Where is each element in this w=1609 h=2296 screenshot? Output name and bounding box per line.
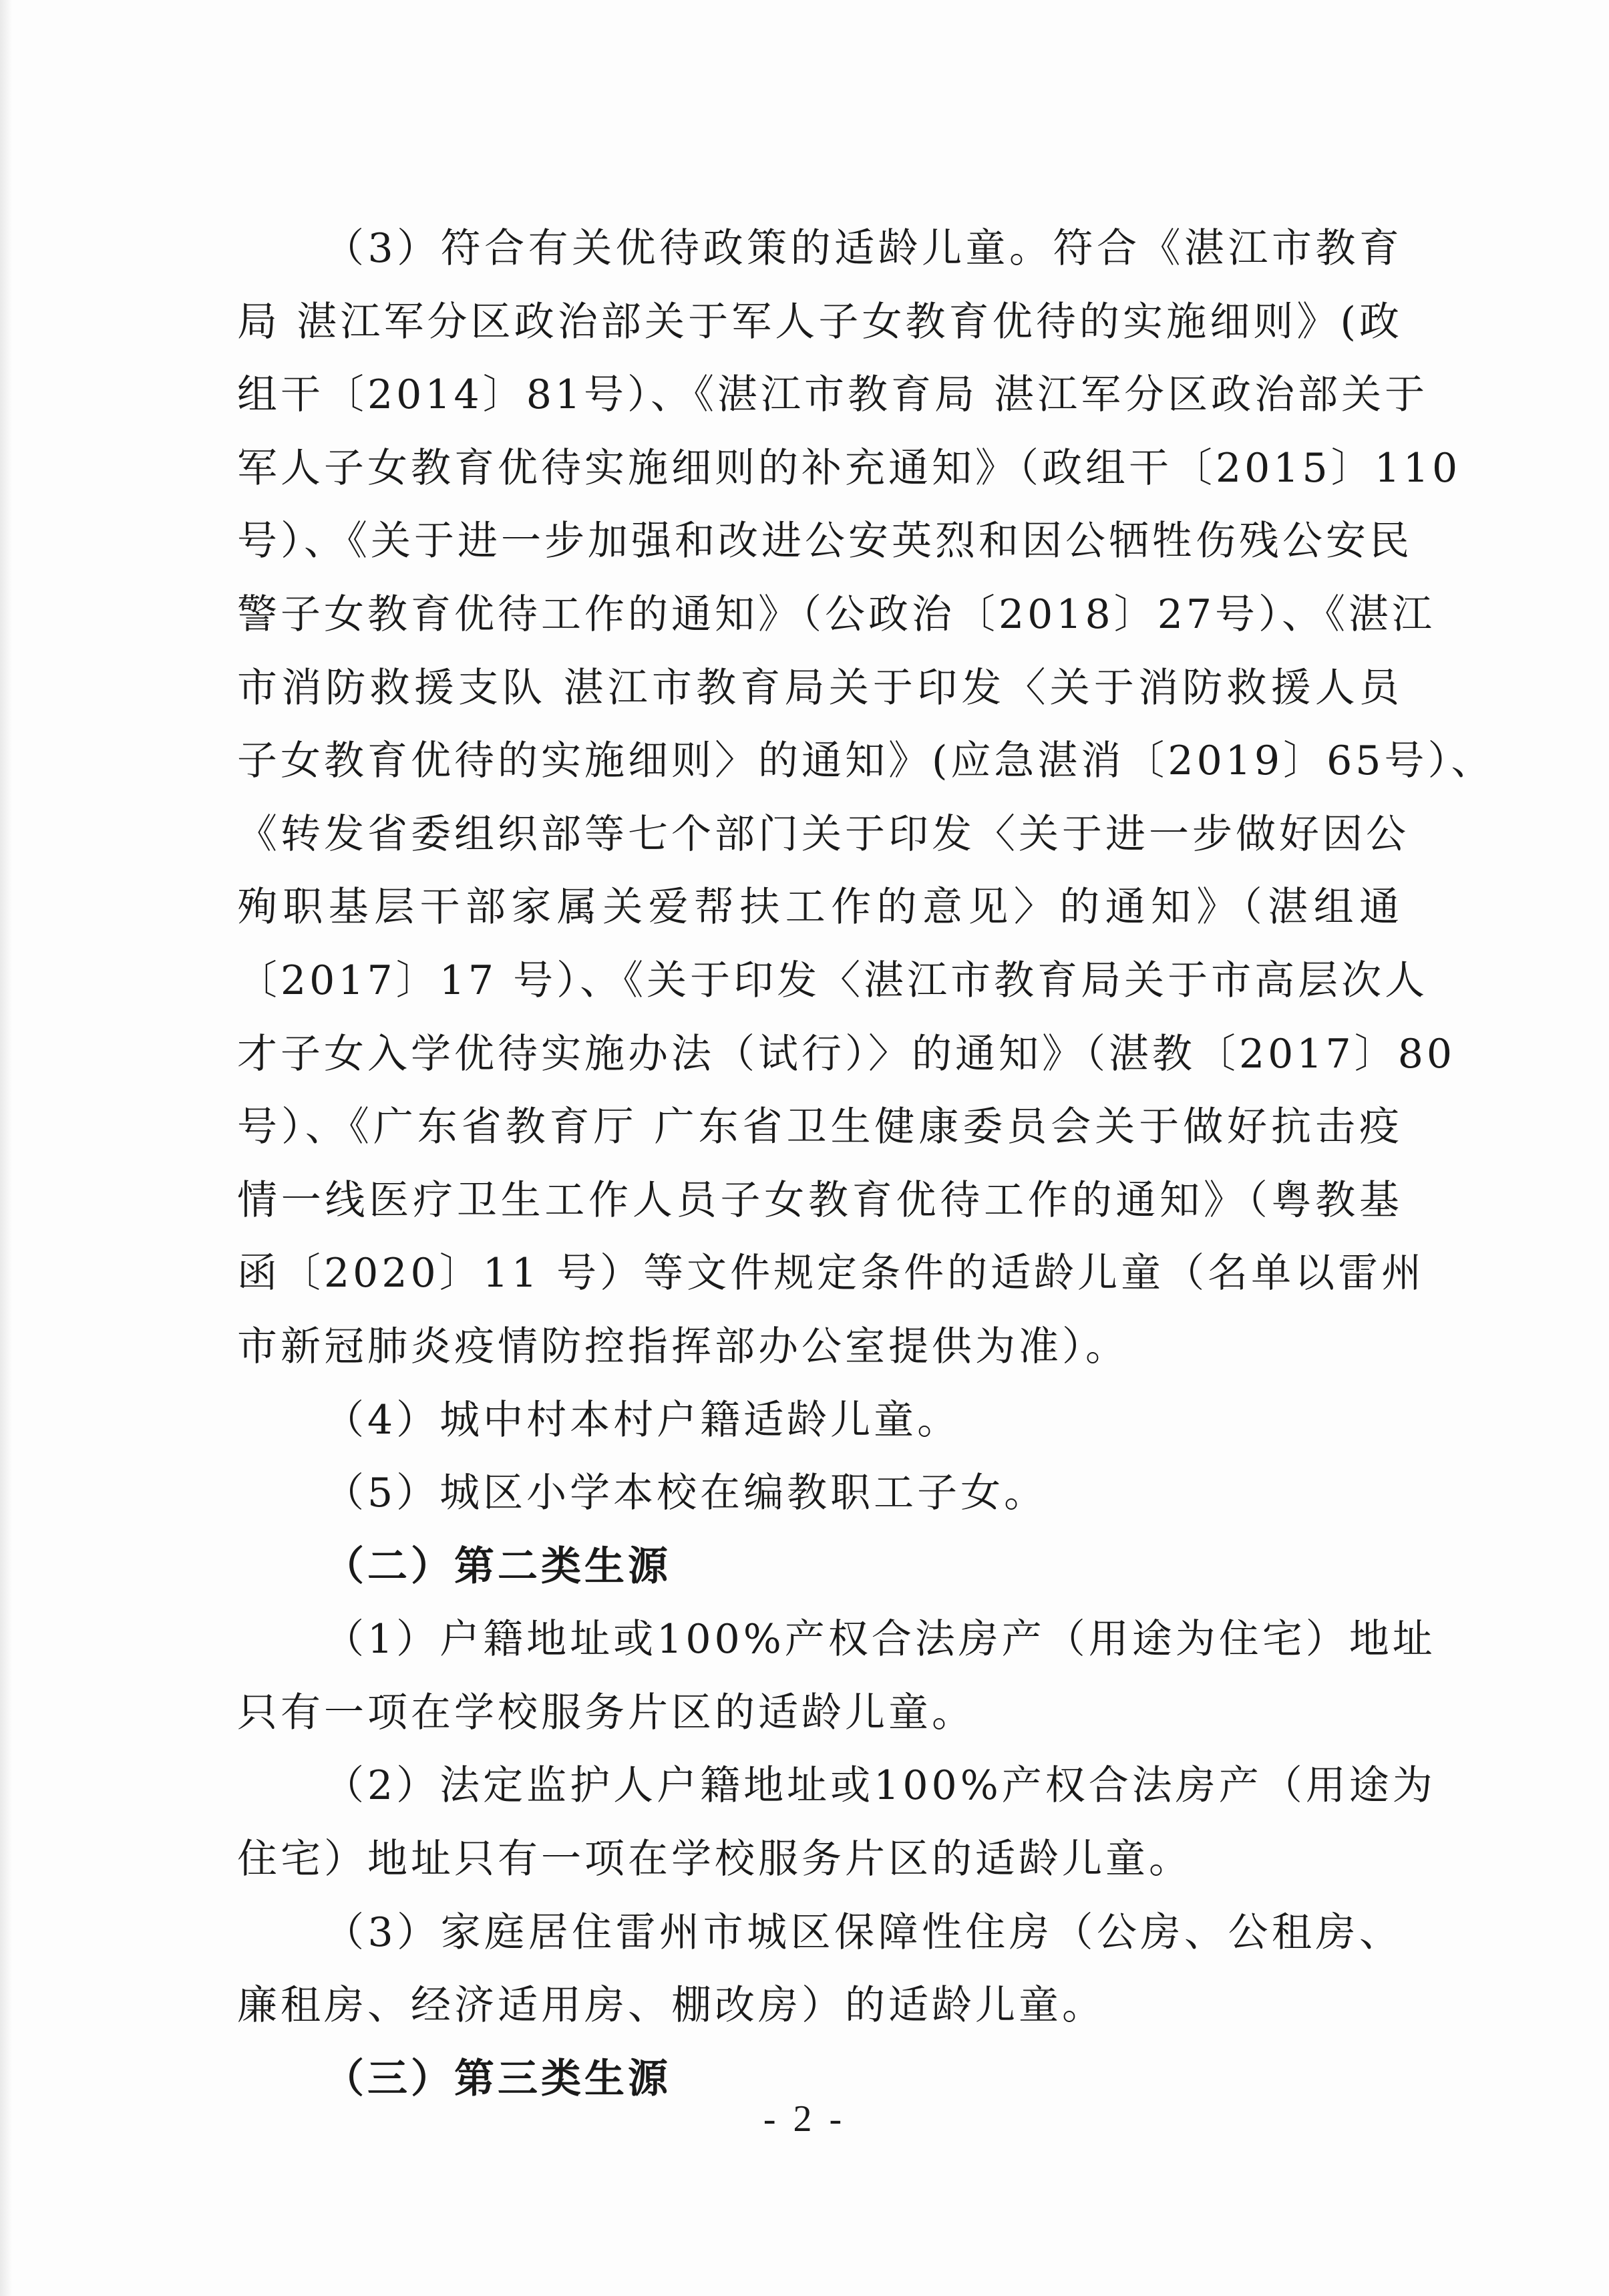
text-line: 市新冠肺炎疫情防控指挥部办公室提供为准）。: [237, 1323, 1129, 1370]
list-item: （5）城区小学本校在编教职工子女。: [324, 1470, 1048, 1517]
text-line: 住宅）地址只有一项在学校服务片区的适龄儿童。: [237, 1836, 1192, 1883]
scan-edge-shadow: [0, 0, 12, 2296]
text-line: 号）、《广东省教育厅 广东省卫生健康委员会关于做好抗击疫: [237, 1104, 1403, 1151]
section-heading: （二）第二类生源: [324, 1542, 671, 1590]
text-line: 军人子女教育优待实施细则的补充通知》（政组干〔2015〕110: [237, 444, 1461, 492]
text-line: 廉租房、经济适用房、棚改房）的适龄儿童。: [237, 1982, 1105, 2029]
section-heading: （三）第三类生源: [324, 2055, 671, 2102]
text-line: 号）、《关于进一步加强和改进公安英烈和因公牺牲伤残公安民: [237, 518, 1413, 565]
page-number: - 2 -: [763, 2098, 846, 2140]
text-line: 警子女教育优待工作的通知》（公政治〔2018〕27号）、《湛江: [237, 591, 1436, 638]
text-line: 市消防救援支队 湛江市教育局关于印发〈关于消防救援人员: [237, 664, 1403, 711]
text-line: 函〔2020〕11 号）等文件规定条件的适龄儿童（名单以雷州: [237, 1250, 1425, 1297]
text-line: 组干〔2014〕81号）、《湛江市教育局 湛江军分区政治部关于: [237, 371, 1429, 419]
text-line: （3）家庭居住雷州市城区保障性住房（公房、公租房、: [324, 1909, 1403, 1956]
text-line: （1）户籍地址或100%产权合法房产（用途为住宅）地址: [324, 1616, 1436, 1663]
text-line: 情一线医疗卫生工作人员子女教育优待工作的通知》（粤教基: [237, 1176, 1403, 1224]
text-line: 只有一项在学校服务片区的适龄儿童。: [237, 1689, 975, 1736]
body-text: [237, 212, 1495, 2116]
text-line: 〔2017〕17 号）、《关于印发〈湛江市教育局关于市高层次人: [237, 957, 1429, 1004]
list-item: （4）城中村本村户籍适龄儿童。: [324, 1396, 961, 1444]
text-line: 子女教育优待的实施细则〉的通知》(应急湛消〔2019〕65号）、: [237, 737, 1495, 785]
text-line: 才子女入学优待实施办法（试行）〉的通知》（湛教〔2017〕80: [237, 1030, 1456, 1078]
text-line: （3）符合有关优待政策的适龄儿童。符合《湛江市教育: [324, 225, 1403, 272]
text-line: （2）法定监护人户籍地址或100%产权合法房产（用途为: [324, 1762, 1436, 1810]
text-line: 局 湛江军分区政治部关于军人子女教育优待的实施细则》(政: [237, 298, 1403, 345]
text-line: 殉职基层干部家属关爱帮扶工作的意见〉的通知》（湛组通: [237, 884, 1403, 931]
text-line: 《转发省委组织部等七个部门关于印发〈关于进一步做好因公: [237, 810, 1409, 858]
